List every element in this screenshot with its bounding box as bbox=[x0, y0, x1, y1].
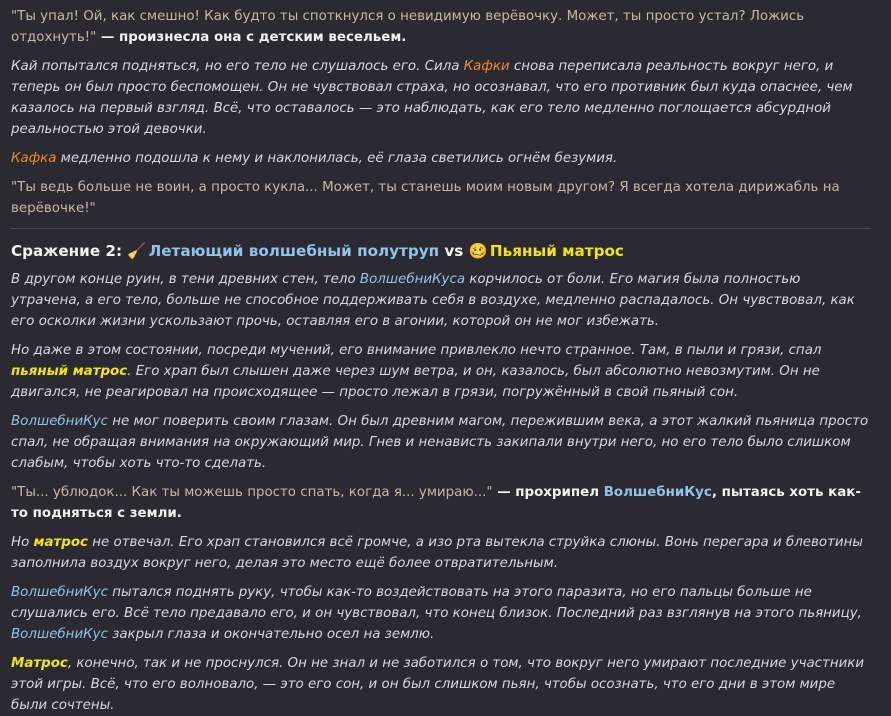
paragraph bbox=[11, 269, 871, 332]
character-name: ВолшебниКус bbox=[603, 485, 712, 500]
quote-text: "Ты упал! Ой, как смешно! Как будто ты споткнулся о невидимую верёвочку. Может, ты просто устал? Ложись отдохнуть!" bbox=[11, 9, 805, 45]
narration-text: . Его храп был слышен даже через шум ветра, и он, казалось, был абсолютно невозмутим. Он не двигался, не реагировал на происходящее — просто лежал в грязи, погружённый в свой пьяный сон. bbox=[11, 364, 820, 400]
character-name: матрос bbox=[33, 535, 88, 550]
quote-text: "Ты... ублюдок... Как ты можешь просто спать, когда я... умираю..." bbox=[11, 485, 493, 500]
divider bbox=[11, 228, 871, 229]
narration-text: — прохрипел bbox=[492, 485, 604, 500]
character-name: ВолшебниКус bbox=[11, 414, 108, 429]
narration-text: Кай попытался подняться, но его тело не слушалось его. Сила bbox=[11, 59, 464, 74]
narration-text: не мог поверить своим глазам. Он был древним магом, пережившим века, а этот жалкий пьяница просто спал, не обращая внимания на окружающий мир. Гнев и ненависть закипали внутри него, но его тело было слишком слабым, чтобы хоть что-то сделать. bbox=[11, 414, 869, 471]
paragraph bbox=[11, 6, 871, 48]
narration-text: В другом конце руин, в тени древних стен, тело bbox=[11, 272, 360, 287]
paragraph bbox=[11, 56, 871, 140]
paragraph bbox=[11, 532, 871, 574]
heading-prefix: Сражение 2: bbox=[11, 242, 128, 260]
narration-text: , конечно, так и не проснулся. Он не знал и не заботился о том, что вокруг него умирают последние участники этой игры. Всё, что его волновало, — это его сон, и он был слишком пьян, чтобы осознать, что его дни в этом мире были сочтены. bbox=[11, 656, 865, 713]
paragraph bbox=[11, 482, 871, 524]
character-name: ВолшебниКус bbox=[11, 585, 108, 600]
vs-label: vs bbox=[439, 242, 469, 260]
narration-text: , пытаясь хоть как-то подняться с земли. bbox=[11, 485, 861, 521]
narration-text: Но даже в этом состоянии, посреди мучений, его внимание привлекло нечто странное. Там, в пыли и грязи, спал bbox=[11, 343, 822, 358]
fighter-two-name: Пьяный матрос bbox=[489, 242, 624, 260]
narration-text: Но bbox=[11, 535, 34, 550]
character-name: Матрос bbox=[11, 656, 68, 671]
character-name: ВолшебниКус bbox=[11, 627, 108, 642]
narration-text: закрыл глаза и окончательно осел на землю. bbox=[107, 627, 435, 642]
narration-text: корчилось от боли. Его магия была полностью утрачена, а его тело, больше не способное поддерживать себя в воздухе, медленно распадалось. Он чувствовал, как его осколки жизни ускользают прочь, оставляя его в агонии, которой он не мог избежать. bbox=[11, 272, 855, 329]
quote-text: "Ты ведь больше не воин, а просто кукла... Может, ты станешь моим новым другом? Я всегда хотела дирижабль на верёвочке!" bbox=[11, 180, 840, 216]
paragraph bbox=[11, 411, 871, 474]
character-name: пьяный матрос bbox=[11, 364, 128, 379]
character-name: Кафка bbox=[11, 151, 57, 166]
paragraph bbox=[11, 340, 871, 403]
narration-text: снова переписала реальность вокруг него, и теперь он был просто беспомощен. Он не чувствовал страха, но осознавал, что его противник был куда опаснее, чем казалось на первый взгляд. Всё, что оставалось — это наблюдать, как его тело медленно поглощается абсурдной реальностью этой девочки. bbox=[11, 59, 853, 137]
narration-text: пытался поднять руку, чтобы как-то воздействовать на этого паразита, но его пальцы больше не слушались его. Всё тело предавало его, и он чувствовал, что конец близок. Последний раз взглянув на этого пьяницу, bbox=[11, 585, 862, 621]
character-name: ВолшебниКуса bbox=[359, 272, 466, 287]
narration-text: не отвечал. Его храп становился всё громче, а изо рта вытекла струйка слюны. Вонь перегара и блевотины заполнила воздух вокруг него, делая это место ещё более отвратительным. bbox=[11, 535, 863, 571]
fighter-one-name: Летающий волшебный полутруп bbox=[148, 242, 440, 260]
character-name: Кафки bbox=[463, 59, 510, 74]
narration-text: — произнесла она с детским весельем. bbox=[96, 30, 407, 45]
paragraph bbox=[11, 582, 871, 645]
paragraph bbox=[11, 148, 871, 169]
broom-icon: 🧹 bbox=[127, 242, 147, 260]
paragraph bbox=[11, 177, 871, 219]
narration-text: медленно подошла к нему и наклонилась, её глаза светились огнём безумия. bbox=[56, 151, 618, 166]
woozy-face-icon: 🥴 bbox=[468, 242, 488, 260]
paragraph bbox=[11, 653, 871, 716]
battle-heading bbox=[11, 239, 871, 263]
